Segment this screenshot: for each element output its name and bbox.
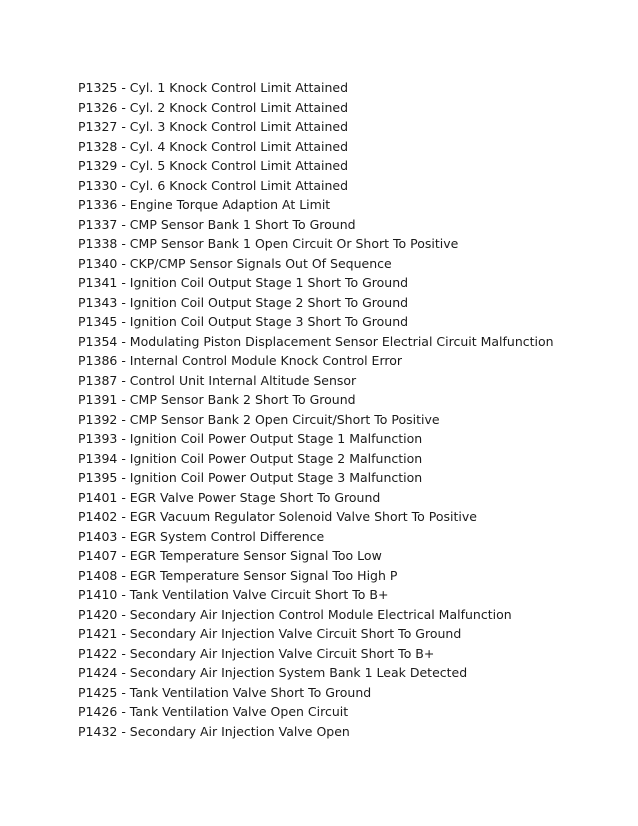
code-line: P1393 - Ignition Coil Power Output Stage 1 Malfunction: [78, 431, 423, 446]
code-line: P1408 - EGR Temperature Sensor Signal Too High P: [78, 567, 398, 583]
code-line: P1401 - EGR Valve Power Stage Short To Ground: [78, 489, 381, 505]
code-line: P1407 - EGR Temperature Sensor Signal Too Low: [78, 548, 382, 563]
code-line: P1329 - Cyl. 5 Knock Control Limit Attained: [78, 158, 349, 173]
code-line: P1341 - Ignition Coil Output Stage 1 Short To Ground: [78, 275, 409, 290]
code-line: P1421 - Secondary Air Injection Valve Circuit Short To Ground: [78, 626, 462, 641]
code-line: P1327 - Cyl. 3 Knock Control Limit Attained: [78, 119, 349, 134]
code-line: P1387 - Control Unit Internal Altitude Sensor: [78, 372, 357, 388]
code-line: P1326 - Cyl. 2 Knock Control Limit Attained: [78, 99, 349, 115]
code-line: P1337 - CMP Sensor Bank 1 Short To Ground: [78, 216, 356, 232]
code-line: P1424 - Secondary Air Injection System Bank 1 Leak Detected: [78, 665, 468, 680]
code-line: P1328 - Cyl. 4 Knock Control Limit Attained: [78, 138, 349, 154]
code-line: P1340 - CKP/CMP Sensor Signals Out Of Sequence: [78, 255, 392, 271]
code-line: P1336 - Engine Torque Adaption At Limit: [78, 197, 331, 212]
code-line: P1386 - Internal Control Module Knock Control Error: [78, 353, 403, 368]
code-line: P1392 - CMP Sensor Bank 2 Open Circuit/Short To Positive: [78, 411, 440, 427]
code-line: P1343 - Ignition Coil Output Stage 2 Short To Ground: [78, 294, 409, 310]
code-line: P1422 - Secondary Air Injection Valve Circuit Short To B+: [78, 645, 435, 661]
code-line: P1345 - Ignition Coil Output Stage 3 Short To Ground: [78, 314, 409, 329]
code-line: P1426 - Tank Ventilation Valve Open Circuit: [78, 704, 349, 719]
code-line: P1391 - CMP Sensor Bank 2 Short To Ground: [78, 392, 356, 407]
code-line: P1394 - Ignition Coil Power Output Stage 2 Malfunction: [78, 450, 423, 466]
dtc-code-list: [78, 78, 554, 741]
code-line: P1338 - CMP Sensor Bank 1 Open Circuit Or Short To Positive: [78, 236, 459, 251]
code-line: P1432 - Secondary Air Injection Valve Open: [78, 723, 350, 739]
code-line: P1420 - Secondary Air Injection Control Module Electrical Malfunction: [78, 606, 512, 622]
code-line: P1330 - Cyl. 6 Knock Control Limit Attained: [78, 177, 349, 193]
code-line: P1403 - EGR System Control Difference: [78, 528, 325, 544]
code-line: P1410 - Tank Ventilation Valve Circuit Short To B+: [78, 587, 389, 602]
code-line: P1354 - Modulating Piston Displacement Sensor Electrial Circuit Malfunction: [78, 333, 554, 349]
code-line: P1395 - Ignition Coil Power Output Stage 3 Malfunction: [78, 470, 423, 485]
code-line: P1402 - EGR Vacuum Regulator Solenoid Valve Short To Positive: [78, 509, 477, 524]
code-line: P1325 - Cyl. 1 Knock Control Limit Attained: [78, 80, 349, 95]
code-line: P1425 - Tank Ventilation Valve Short To Ground: [78, 684, 372, 700]
